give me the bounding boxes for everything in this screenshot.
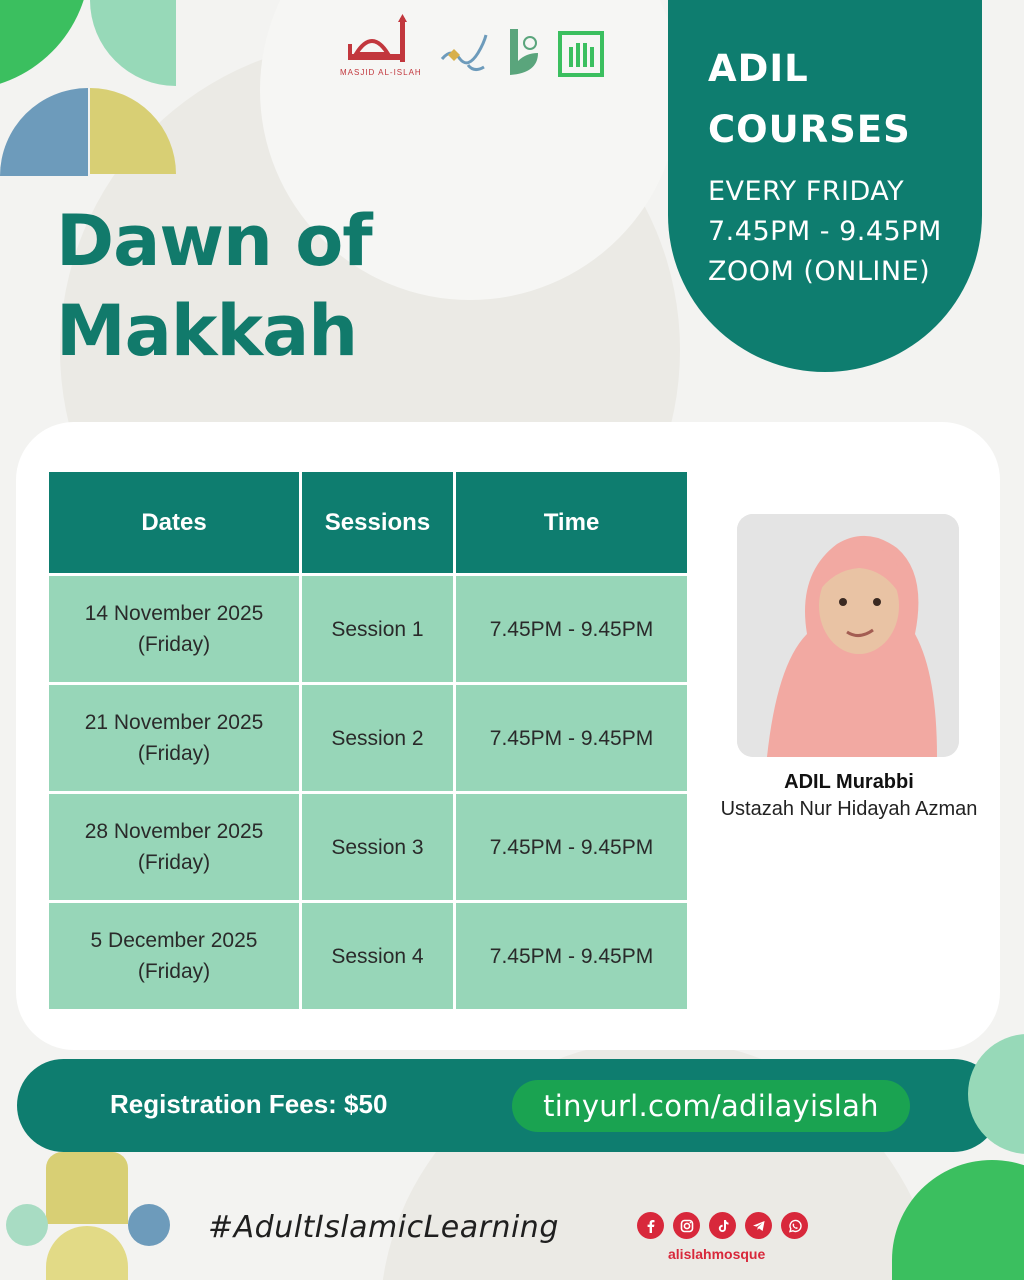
social-icons bbox=[637, 1212, 808, 1239]
adil-calligraphy-icon bbox=[438, 29, 490, 77]
schedule-time: 7.45PM - 9.45PM bbox=[708, 216, 942, 247]
cell-date bbox=[49, 576, 299, 682]
facebook-icon[interactable] bbox=[637, 1212, 664, 1239]
cell-session: Session 1 bbox=[302, 576, 453, 682]
table-row bbox=[49, 794, 687, 900]
decor-green-quarter bbox=[0, 0, 90, 90]
title-line: Makkah bbox=[56, 290, 358, 372]
page-title bbox=[56, 196, 436, 376]
green-box-logo bbox=[558, 31, 604, 77]
table-row bbox=[49, 685, 687, 791]
leaf-logo bbox=[506, 27, 542, 77]
telegram-icon[interactable] bbox=[745, 1212, 772, 1239]
date-text: 5 December 2025 bbox=[90, 929, 258, 952]
murabbi-title: ADIL Murabbi bbox=[784, 771, 914, 793]
decor-mint-dot bbox=[6, 1204, 48, 1246]
logo-strip bbox=[340, 14, 604, 77]
portrait-image bbox=[737, 514, 959, 757]
hashtag: #AdultIslamicLearning bbox=[208, 1210, 559, 1245]
tiktok-icon[interactable] bbox=[709, 1212, 736, 1239]
schedule-mode: ZOOM (ONLINE) bbox=[708, 256, 931, 287]
cell-session: Session 2 bbox=[302, 685, 453, 791]
cell-time: 7.45PM - 9.45PM bbox=[456, 794, 687, 900]
day-text: (Friday) bbox=[137, 851, 211, 874]
schedule-day: EVERY FRIDAY bbox=[708, 176, 905, 207]
date-text: 21 November 2025 bbox=[84, 711, 264, 734]
header-dates: Dates bbox=[49, 472, 299, 573]
mosque-icon bbox=[342, 14, 420, 66]
adil-logo bbox=[438, 29, 490, 77]
leaf-icon bbox=[506, 27, 542, 77]
schedule-table bbox=[46, 469, 690, 1012]
table-row bbox=[49, 903, 687, 1009]
masjid-logo-caption: MASJID AL-ISLAH bbox=[340, 68, 422, 77]
instagram-icon[interactable] bbox=[673, 1212, 700, 1239]
adil-heading: ADIL bbox=[708, 47, 809, 90]
cell-time: 7.45PM - 9.45PM bbox=[456, 685, 687, 791]
table-header-row bbox=[49, 472, 687, 573]
cell-date bbox=[49, 903, 299, 1009]
masjid-al-islah-logo bbox=[340, 14, 422, 77]
murabbi-photo bbox=[737, 514, 959, 757]
decor-blue-quarter bbox=[0, 88, 88, 176]
date-text: 14 November 2025 bbox=[84, 602, 264, 625]
day-text: (Friday) bbox=[137, 960, 211, 983]
day-text: (Friday) bbox=[137, 742, 211, 765]
decor-blue-dot bbox=[128, 1204, 170, 1246]
registration-link[interactable]: tinyurl.com/adilayislah bbox=[512, 1080, 910, 1132]
decor-mint-quarter bbox=[90, 0, 176, 86]
adil-schedule bbox=[708, 172, 982, 292]
day-text: (Friday) bbox=[137, 633, 211, 656]
cell-time: 7.45PM - 9.45PM bbox=[456, 576, 687, 682]
cell-time: 7.45PM - 9.45PM bbox=[456, 903, 687, 1009]
decor-yellow-block bbox=[46, 1152, 128, 1224]
header-time: Time bbox=[456, 472, 687, 573]
adil-heading: COURSES bbox=[708, 108, 911, 151]
decor-green-arch bbox=[892, 1160, 1024, 1280]
social-handle: alislahmosque bbox=[668, 1246, 766, 1262]
murabbi-info bbox=[700, 768, 998, 822]
cell-session: Session 3 bbox=[302, 794, 453, 900]
date-text: 28 November 2025 bbox=[84, 820, 264, 843]
title-line: Dawn of bbox=[56, 200, 372, 282]
decor-yellow-arch bbox=[46, 1226, 128, 1280]
cell-date bbox=[49, 794, 299, 900]
header-sessions: Sessions bbox=[302, 472, 453, 573]
table-row bbox=[49, 576, 687, 682]
whatsapp-icon[interactable] bbox=[781, 1212, 808, 1239]
cell-date bbox=[49, 685, 299, 791]
adil-courses-panel bbox=[668, 0, 982, 372]
cell-session: Session 4 bbox=[302, 903, 453, 1009]
murabbi-name: Ustazah Nur Hidayah Azman bbox=[720, 798, 978, 820]
registration-fee: Registration Fees: $50 bbox=[110, 1089, 388, 1119]
decor-yellow-quarter bbox=[90, 88, 176, 174]
green-box-icon bbox=[558, 31, 604, 77]
